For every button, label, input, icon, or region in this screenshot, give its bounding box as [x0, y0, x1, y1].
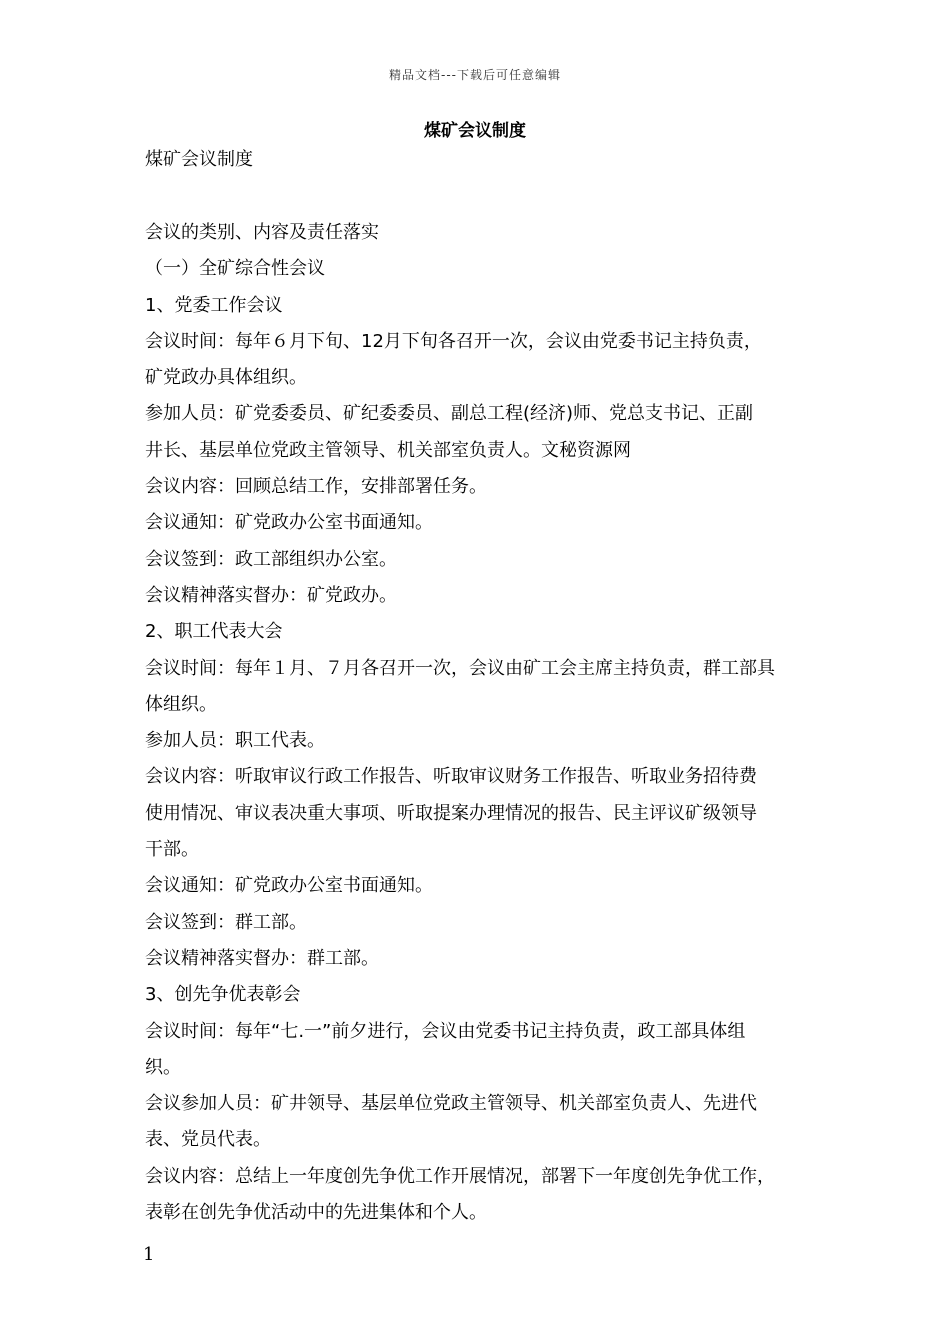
text-line: 会议时间：每年１月、７月各召开一次，会议由矿工会主席主持负责，群工部具	[145, 657, 775, 679]
page-number: 1	[143, 1244, 155, 1265]
text-line: 井长、基层单位党政主管领导、机关部室负责人。文秘资源网	[145, 439, 631, 461]
text-line: 会议时间：每年６月下旬、12月下旬各召开一次，会议由党委书记主持负责，	[145, 330, 762, 352]
text-line: 会议内容：听取审议行政工作报告、听取审议财务工作报告、听取业务招待费	[145, 766, 757, 788]
document-title: 煤矿会议制度	[424, 121, 526, 141]
text-line: 会议时间：每年“七.一”前夕进行，会议由党委书记主持负责，政工部具体组	[145, 1020, 746, 1042]
text-line: 参加人员：职工代表。	[145, 730, 325, 752]
item-heading: 2、职工代表大会	[145, 621, 283, 643]
text-line: 会议精神落实督办：矿党政办。	[145, 584, 397, 606]
text-line: 会议通知：矿党政办公室书面通知。	[145, 875, 433, 897]
document-subtitle-block	[145, 142, 815, 178]
item-heading: 1、党委工作会议	[145, 294, 283, 316]
text-line: 会议内容：总结上一年度创先争优工作开展情况，部署下一年度创先争优工作，	[145, 1165, 775, 1187]
item-heading: 3、创先争优表彰会	[145, 984, 301, 1006]
subsection-heading: （一）全矿综合性会议	[145, 258, 325, 280]
text-line: 会议签到：政工部组织办公室。	[145, 548, 397, 570]
text-line: 会议签到：群工部。	[145, 911, 307, 933]
text-line: 使用情况、审议表决重大事项、听取提案办理情况的报告、民主评议矿级领导	[145, 802, 757, 824]
text-line: 会议通知：矿党政办公室书面通知。	[145, 512, 433, 534]
document-body	[145, 215, 815, 1231]
text-line: 干部。	[145, 839, 199, 861]
page-header: 精品文档---下载后可任意编辑	[389, 68, 561, 82]
text-line: 表、党员代表。	[145, 1129, 271, 1151]
text-line: 织。	[145, 1056, 181, 1078]
section-heading: 会议的类别、内容及责任落实	[145, 222, 379, 243]
text-line: 体组织。	[145, 693, 217, 715]
text-line: 会议内容：回顾总结工作，安排部署任务。	[145, 476, 487, 498]
text-line: 表彰在创先争优活动中的先进集体和个人。	[145, 1202, 487, 1224]
text-line: 会议精神落实督办：群工部。	[145, 947, 379, 969]
text-line: 矿党政办具体组织。	[145, 367, 307, 389]
text-line: 参加人员：矿党委委员、矿纪委委员、副总工程(经济)师、党总支书记、正副	[145, 403, 754, 425]
document-subtitle: 煤矿会议制度	[145, 149, 253, 170]
text-line: 会议参加人员：矿井领导、基层单位党政主管领导、机关部室负责人、先进代	[145, 1093, 757, 1115]
